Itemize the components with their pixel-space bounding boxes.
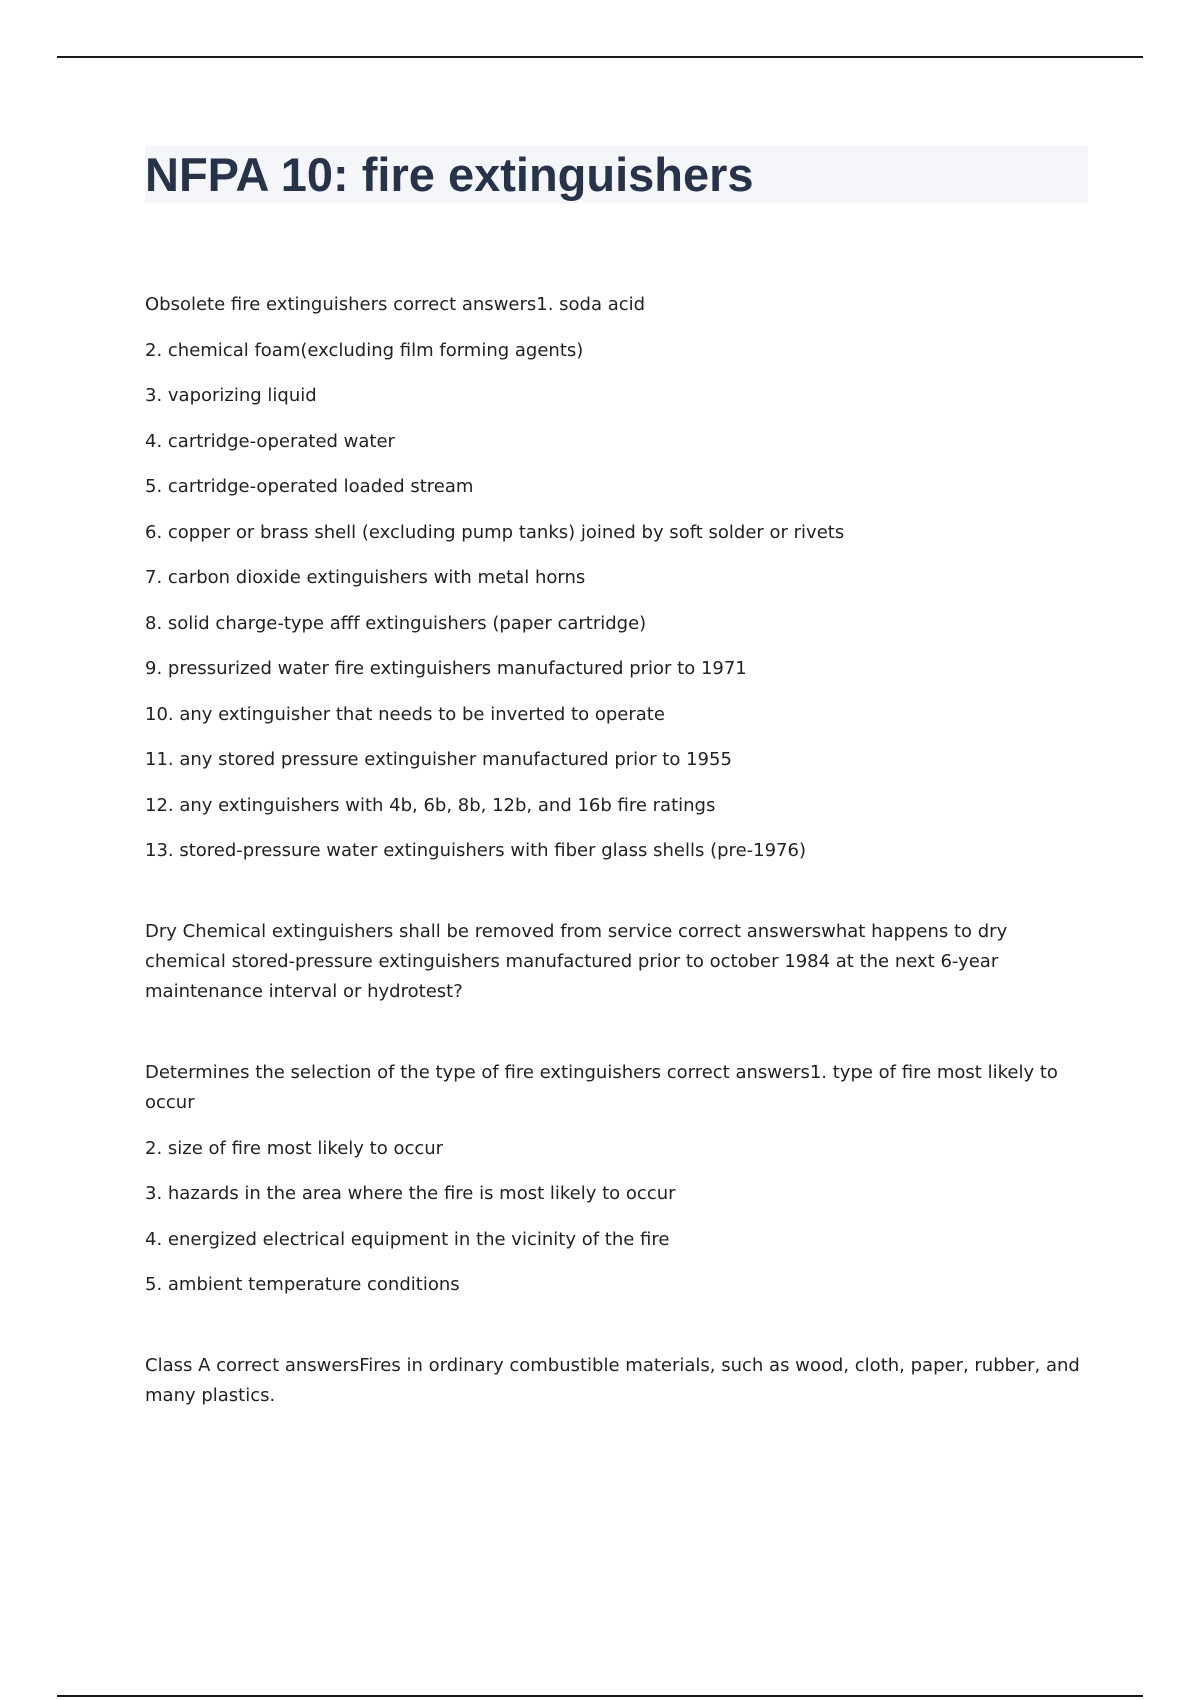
- document-body: [145, 290, 1090, 1427]
- list-item: 8. solid charge-type afff extinguishers (paper cartridge): [145, 612, 647, 634]
- list-item: 10. any extinguisher that needs to be inverted to operate: [145, 703, 665, 725]
- list-item: 11. any stored pressure extinguisher manufactured prior to 1955: [145, 749, 732, 770]
- question-text: Obsolete fire extinguishers correct answers1. soda acid: [145, 294, 646, 315]
- list-item: 2. size of fire most likely to occur: [145, 1137, 444, 1159]
- list-item: 3. hazards in the area where the fire is most likely to occur: [145, 1183, 676, 1204]
- list-item: 9. pressurized water fire extinguishers manufactured prior to 1971: [145, 658, 747, 679]
- list-item: 4. cartridge-operated water: [145, 430, 395, 452]
- list-item: 12. any extinguishers with 4b, 6b, 8b, 12b, and 16b fire ratings: [145, 794, 716, 816]
- list-item: 4. energized electrical equipment in the vicinity of the fire: [145, 1228, 670, 1250]
- top-divider: [57, 56, 1143, 58]
- list-item: 3. vaporizing liquid: [145, 385, 317, 406]
- question-text: Determines the selection of the type of fire extinguishers correct answers1. type of fire most likely to occur: [145, 1062, 1058, 1113]
- list-item: 2. chemical foam(excluding film forming agents): [145, 339, 584, 361]
- question-text: Class A correct answersFires in ordinary combustible materials, such as wood, cloth, paper, rubber, and many plastics.: [145, 1355, 1080, 1406]
- list-item: 5. ambient temperature conditions: [145, 1274, 460, 1295]
- page-title: NFPA 10: fire extinguishers: [145, 148, 754, 201]
- list-item: 7. carbon dioxide extinguishers with metal horns: [145, 567, 586, 588]
- list-item: 6. copper or brass shell (excluding pump tanks) joined by soft solder or rivets: [145, 521, 845, 543]
- bottom-divider: [57, 1695, 1143, 1697]
- question-text: Dry Chemical extinguishers shall be removed from service correct answerswhat happens to dry chemical stored-pressure extinguishers manufactured prior to october 1984 at the next 6-year maintenance interval or hydrotest?: [145, 921, 1008, 1002]
- list-item: 13. stored-pressure water extinguishers with fiber glass shells (pre-1976): [145, 840, 806, 861]
- list-item: 5. cartridge-operated loaded stream: [145, 476, 474, 497]
